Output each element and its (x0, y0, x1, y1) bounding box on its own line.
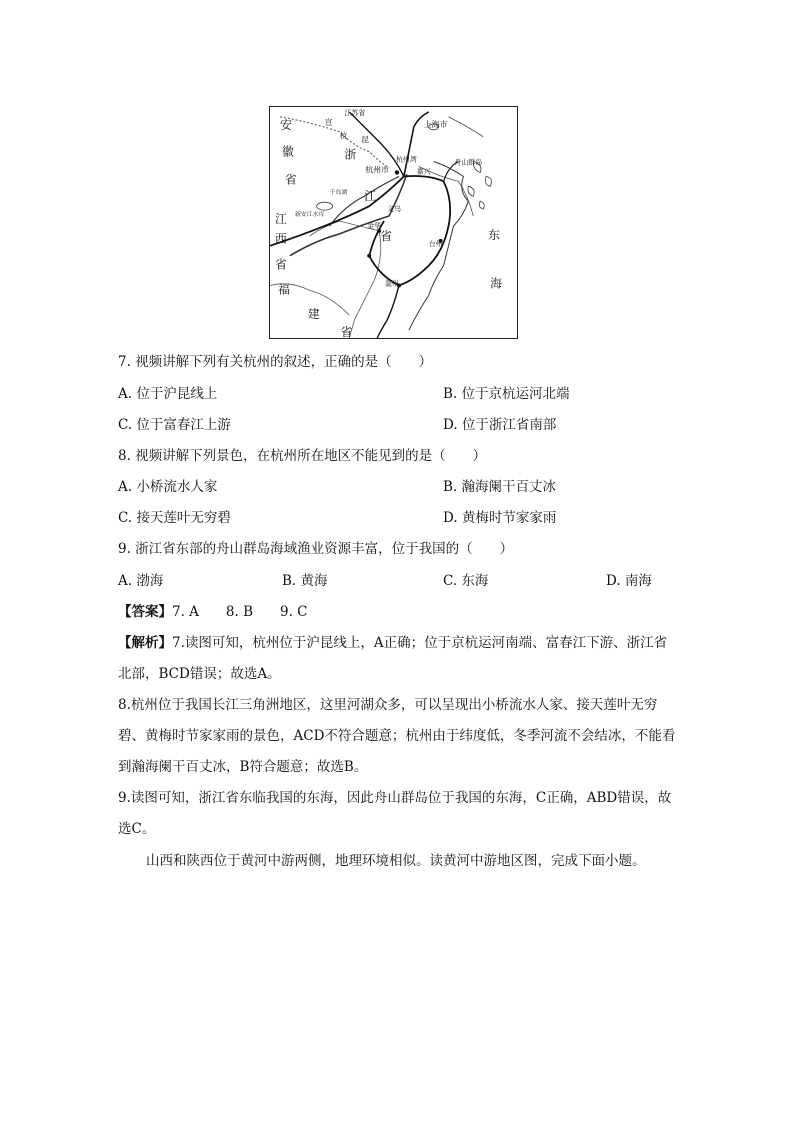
q9-option-d: D. 南海 (606, 573, 652, 589)
map-label: 安 (279, 117, 292, 132)
boundary-line (280, 117, 387, 167)
analysis-p9: 9.读图可知，浙江省东临我国的东海，因此舟山群岛位于我国的东海，C正确，ABD错误，故选C。 (118, 790, 672, 837)
map-label: 省 (340, 325, 353, 338)
map-label: 江苏省 (344, 108, 366, 117)
map-label: 千岛湖 (329, 189, 348, 197)
q8-option-c: C. 接天莲叶无穷碧 (118, 510, 231, 526)
answer-line (118, 602, 308, 622)
q8-option-a: A. 小桥流水人家 (118, 479, 218, 495)
q9-option-a: A. 渤海 (118, 573, 164, 589)
answer-label: 【答案】 (118, 604, 172, 620)
analysis-p8: 8.杭州位于我国长江三角洲地区，这里河湖众多，可以呈现出小桥流水人家、接天莲叶无穷碧、黄梅时节家家雨的景色，ACD不符合题意；杭州由于纬度低，冬季河流不会结冰，不能看到瀚海阑干百丈冰，B符合题意；故选B。 (118, 697, 676, 775)
map-label: 嘉兴 (416, 167, 431, 176)
map-label: 温州 (385, 279, 399, 288)
map-label: 杭州市 (365, 165, 390, 175)
q9-option-c: C. 东海 (443, 573, 489, 589)
map-label: 徽 (281, 144, 294, 159)
railway-line (377, 285, 399, 338)
q9-option-b: B. 黄海 (282, 573, 328, 589)
intro-paragraph: 山西和陕西位于黄河中游两侧，地理环境相似。读黄河中游地区图，完成下面小题。 (146, 853, 646, 869)
city-dot (367, 254, 371, 258)
q7-option-b: B. 位于京杭运河北端 (443, 386, 570, 402)
analysis-p7-text: 7.读图可知，杭州位于沪昆线上，A正确；位于京杭运河南端、富春江下游、浙江省北部，BCD错误；故选A。 (118, 635, 668, 682)
map-label: 杭 (339, 131, 348, 141)
map-label: 海 (490, 276, 503, 291)
coastline (449, 117, 484, 137)
map-label: 福 (278, 282, 290, 297)
map-label: 江 (364, 189, 377, 204)
map-label: 江 (275, 211, 287, 226)
boundary-line (307, 221, 381, 338)
q8-option-b: B. 瀚海阑干百丈冰 (443, 479, 557, 495)
map-label: 建 (307, 307, 320, 322)
map-label: 省 (275, 257, 287, 272)
q8-stem: 8. 视频讲解下列景色，在杭州所在地区不能见到的是（ ） (118, 448, 487, 464)
map-label: 舟山群岛 (454, 158, 483, 167)
analysis-p7 (118, 628, 678, 690)
q8-option-d: D. 黄梅时节家家雨 (443, 510, 557, 526)
map-label: 东 (488, 227, 501, 242)
q7-stem: 7. 视频讲解下列有关杭州的叙述，正确的是（ ） (118, 354, 433, 370)
q7-option-a: A. 位于沪昆线上 (118, 386, 218, 402)
q7-option-d: D. 位于浙江省南部 (443, 417, 557, 433)
q7-option-c: C. 位于富春江上游 (118, 417, 231, 433)
map-label: 台州 (428, 239, 443, 248)
map-label: 昆 (361, 135, 370, 145)
map-label: 金华 (367, 221, 382, 230)
map-label: 义乌 (387, 205, 401, 214)
map-label: 杭州湾 (395, 155, 417, 164)
map-svg (270, 107, 517, 338)
map-label: 省 (284, 172, 297, 187)
map-label: 西 (275, 231, 287, 246)
lake (317, 202, 333, 210)
map-label: 上海市 (423, 119, 448, 129)
hangzhou-dot (395, 170, 399, 174)
map-label: 新安江水库 (294, 211, 325, 219)
islands (468, 162, 492, 210)
zhejiang-map (269, 106, 518, 339)
answer-text: 7. A 8. B 9. C (172, 604, 308, 620)
map-label: 宣 (324, 117, 333, 127)
q9-stem: 9. 浙江省东部的舟山群岛海域渔业资源丰富，位于我国的（ ） (118, 541, 514, 557)
railway-line (270, 176, 450, 288)
map-label: 省 (380, 228, 392, 243)
analysis-label: 【解析】 (118, 635, 172, 651)
map-label: 浙 (344, 147, 357, 162)
